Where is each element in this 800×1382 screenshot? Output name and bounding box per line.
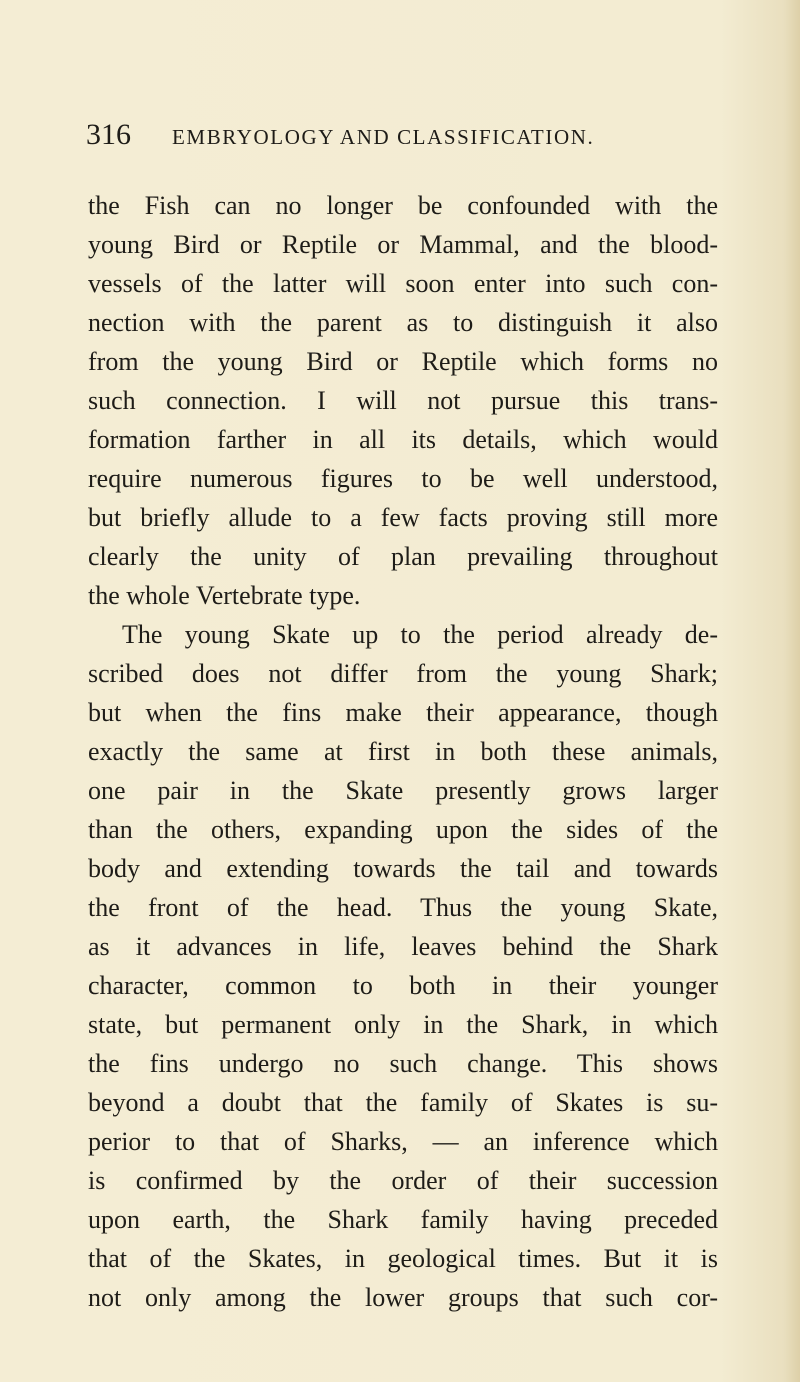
text-line: from the young Bird or Reptile which forms no xyxy=(88,347,718,376)
text-line: that of the Skates, in geological times. But it is xyxy=(88,1244,718,1273)
text-line: young Bird or Reptile or Mammal, and the blood- xyxy=(88,230,718,259)
text-line: character, common to both in their younger xyxy=(88,971,718,1000)
text-line: than the others, expanding upon the sides of the xyxy=(88,815,718,844)
page-header xyxy=(86,118,726,154)
text-line-paragraph-start: The young Skate up to the period already de- xyxy=(122,620,718,649)
text-line: such connection. I will not pursue this trans- xyxy=(88,386,718,415)
body-text xyxy=(88,186,718,1317)
text-line: the Fish can no longer be confounded with the xyxy=(88,191,718,220)
text-line: formation farther in all its details, which would xyxy=(88,425,718,454)
text-line: one pair in the Skate presently grows larger xyxy=(88,776,718,805)
text-line-paragraph-end: the whole Vertebrate type. xyxy=(88,581,361,610)
text-line: the front of the head. Thus the young Skate, xyxy=(88,893,718,922)
text-line: exactly the same at first in both these animals, xyxy=(88,737,718,766)
text-line: state, but permanent only in the Shark, in which xyxy=(88,1010,718,1039)
text-line: nection with the parent as to distinguish it also xyxy=(88,308,718,337)
text-line: perior to that of Sharks, — an inference which xyxy=(88,1127,718,1156)
text-line: not only among the lower groups that such cor- xyxy=(88,1283,718,1312)
text-line: body and extending towards the tail and towards xyxy=(88,854,718,883)
text-line: but briefly allude to a few facts proving still more xyxy=(88,503,718,532)
text-line: require numerous figures to be well understood, xyxy=(88,464,718,493)
text-line: scribed does not differ from the young Shark; xyxy=(88,659,718,688)
text-line: clearly the unity of plan prevailing throughout xyxy=(88,542,718,571)
text-line: but when the fins make their appearance, though xyxy=(88,698,718,727)
text-line: upon earth, the Shark family having preceded xyxy=(88,1205,718,1234)
text-line: is confirmed by the order of their succession xyxy=(88,1166,718,1195)
text-line: vessels of the latter will soon enter into such con- xyxy=(88,269,718,298)
text-line: as it advances in life, leaves behind the Shark xyxy=(88,932,718,961)
text-line: beyond a doubt that the family of Skates is su- xyxy=(88,1088,718,1117)
page-number: 316 xyxy=(86,118,131,151)
running-head: EMBRYOLOGY AND CLASSIFICATION. xyxy=(172,125,595,149)
text-line: the fins undergo no such change. This shows xyxy=(88,1049,718,1078)
